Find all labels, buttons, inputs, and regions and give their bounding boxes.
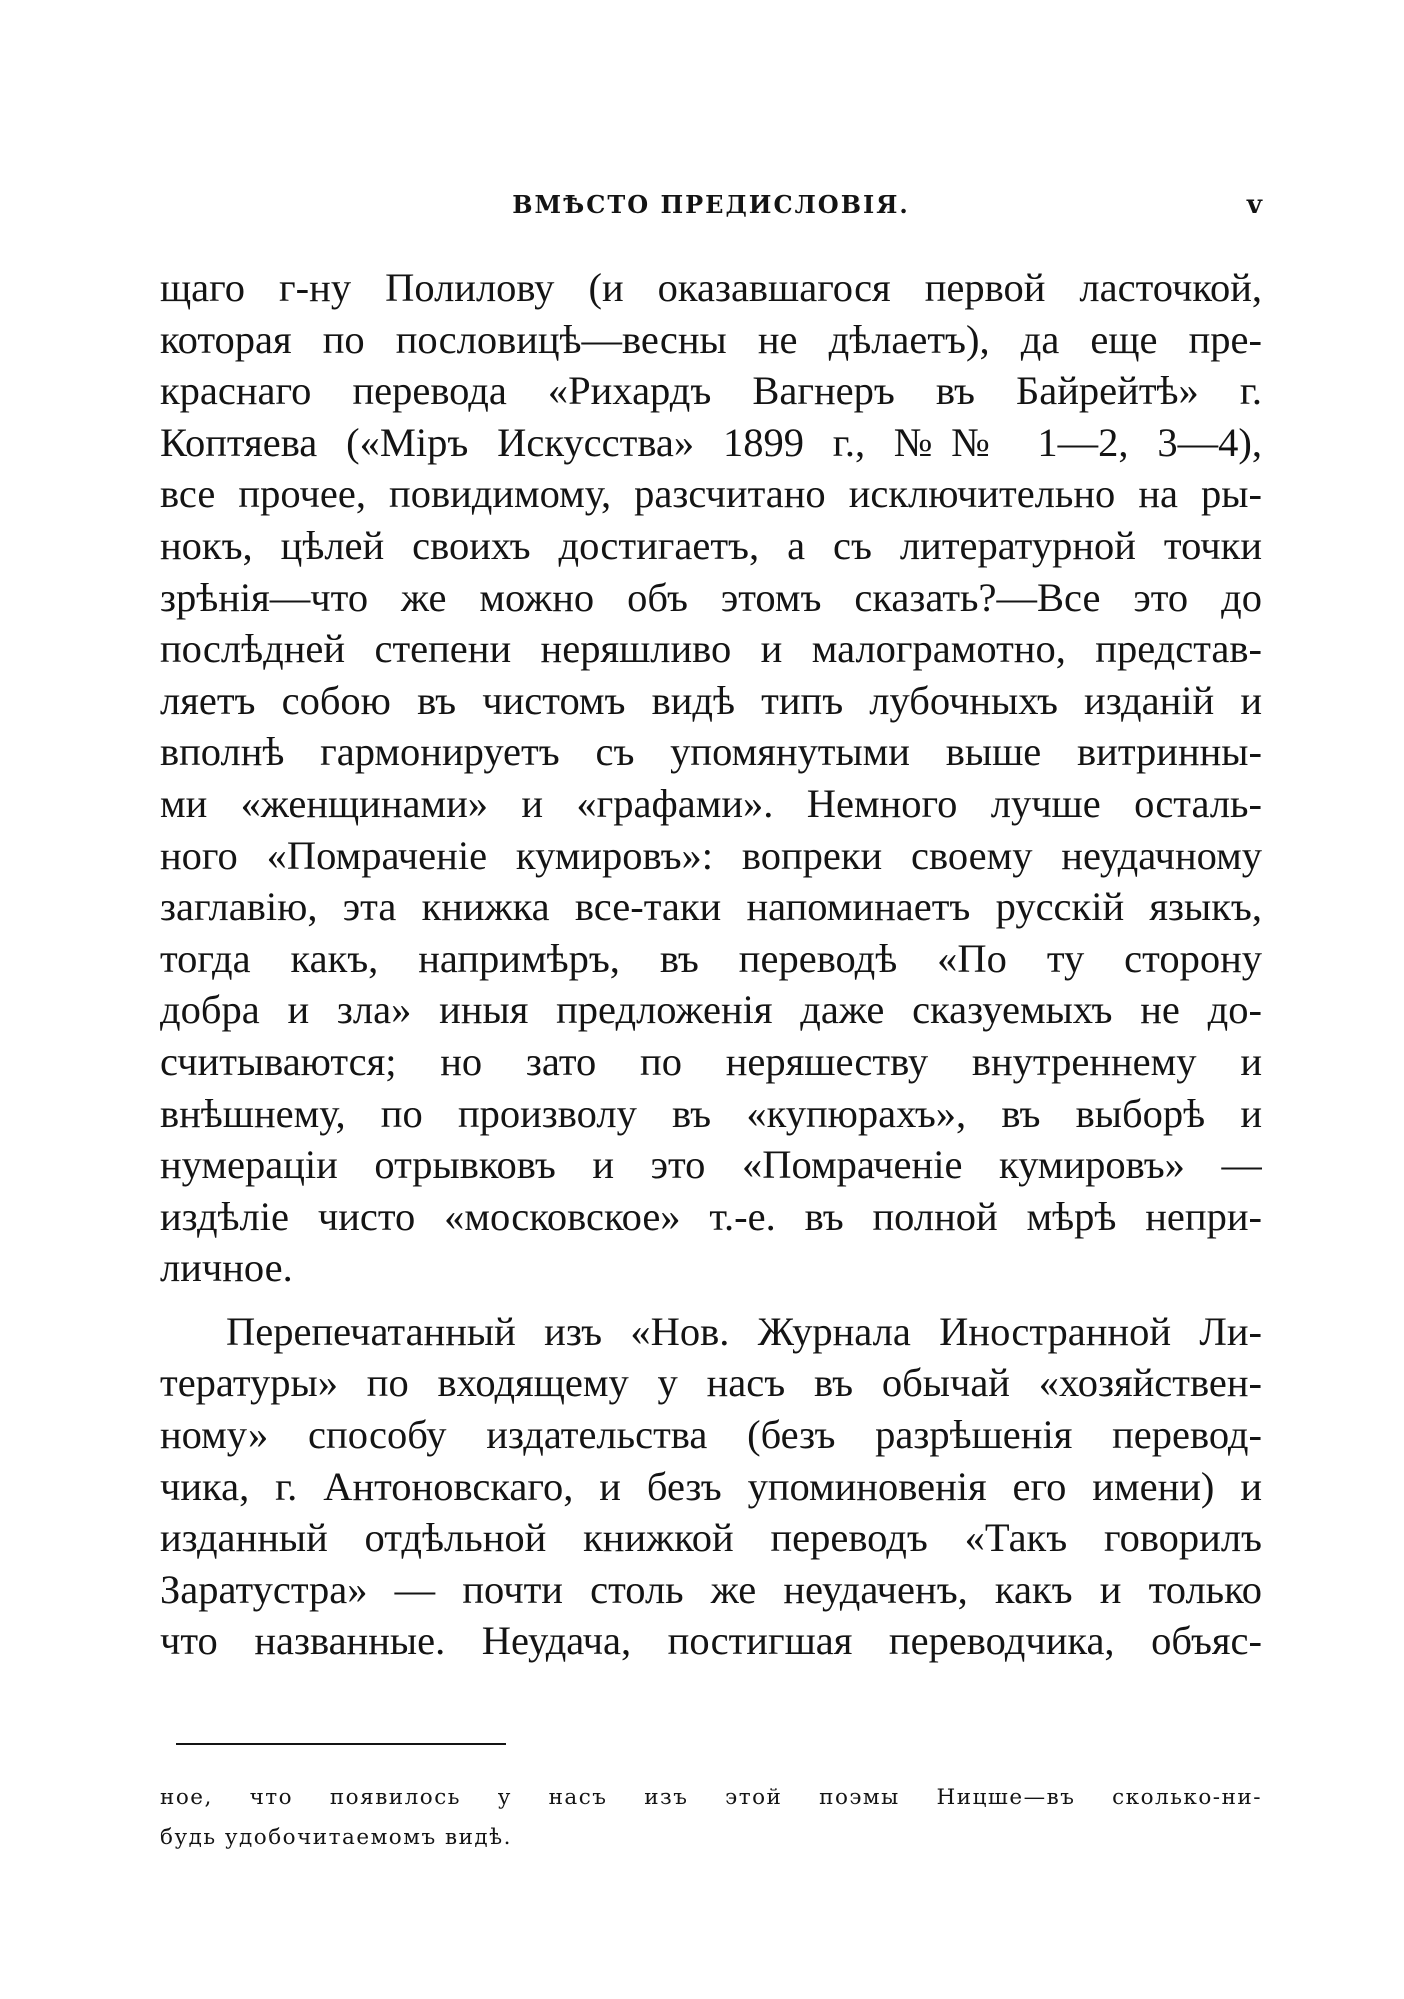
text-line: личное. bbox=[160, 1245, 293, 1291]
text-line: Перепечатанный изъ «Нов. Журнала Иностранной Ли- bbox=[226, 1308, 1262, 1354]
footnote-line: будь удобочитаемомъ видѣ. bbox=[160, 1825, 512, 1850]
text-line: ляетъ собою въ чистомъ видѣ типъ лубочныхъ изданій и bbox=[160, 677, 1262, 723]
text-line: щаго г-ну Полилову (и оказавшагося первой ласточкой, bbox=[160, 265, 1262, 310]
text-line: Коптяева («Міръ Искусства» 1899 г., №№ 1—2, 3—4), bbox=[160, 419, 1262, 465]
text-line: все прочее, повидимому, разсчитано исключительно на ры- bbox=[160, 471, 1262, 517]
text-line: считываются; но зато по неряшеству внутреннему и bbox=[160, 1038, 1262, 1084]
text-line: вполнѣ гармонируетъ съ упомянутыми выше витринны- bbox=[160, 729, 1262, 775]
body-text bbox=[160, 262, 1262, 1667]
running-head bbox=[160, 185, 1262, 225]
text-line: нокъ, цѣлей своихъ достигаетъ, а съ литературной точки bbox=[160, 522, 1262, 568]
footnote bbox=[160, 1778, 1262, 1858]
text-line: тогда какъ, напримѣръ, въ переводѣ «По ту сторону bbox=[160, 935, 1262, 981]
text-line: заглавію, эта книжка все-таки напоминаетъ русскій языкъ, bbox=[160, 884, 1262, 930]
text-line: ного «Помраченіе кумировъ»: вопреки своему неудачному bbox=[160, 832, 1262, 878]
text-line: зрѣнія—что же можно объ этомъ сказать?—Все это до bbox=[160, 574, 1262, 620]
text-line: ми «женщинами» и «графами». Немного лучше осталь- bbox=[160, 780, 1262, 826]
text-line: издѣліе чисто «московское» т.-е. въ полной мѣрѣ непри- bbox=[160, 1193, 1262, 1239]
running-title: ВМѢСТО ПРЕДИСЛОВІЯ. bbox=[512, 190, 910, 219]
text-line: нумераціи отрывковъ и это «Помраченіе кумировъ» — bbox=[160, 1142, 1262, 1188]
footnote-line: ное, что появилось у насъ изъ этой поэмы Ницше—въ сколько-ни- bbox=[160, 1785, 1262, 1810]
text-line: послѣдней степени неряшливо и малограмотно, представ- bbox=[160, 626, 1262, 672]
text-line: что названные. Неудача, постигшая переводчика, объяс- bbox=[160, 1618, 1262, 1664]
paragraph-gap bbox=[160, 1294, 1262, 1306]
text-line: изданный отдѣльной книжкой переводъ «Такъ говорилъ bbox=[160, 1515, 1262, 1561]
page-number: v bbox=[1246, 190, 1262, 220]
text-line: чика, г. Антоновскаго, и безъ упоминовенія его имени) и bbox=[160, 1463, 1262, 1509]
text-line: Заратустра» — почти столь же неудаченъ, какъ и только bbox=[160, 1566, 1262, 1612]
text-line: ному» способу издательства (безъ разрѣшенія перевод- bbox=[160, 1412, 1262, 1458]
paragraph-1 bbox=[160, 262, 1262, 1294]
text-line: краснаго перевода «Рихардъ Вагнеръ въ Байрейтѣ» г. bbox=[160, 368, 1262, 414]
text-line: которая по пословицѣ—весны не дѣлаетъ), да еще пре- bbox=[160, 316, 1262, 362]
text-line: тературы» по входящему у насъ въ обычай «хозяйствен- bbox=[160, 1360, 1262, 1406]
text-line: внѣшнему, по произволу въ «купюрахъ», въ выборѣ и bbox=[160, 1090, 1262, 1136]
footnote-rule bbox=[176, 1743, 506, 1745]
text-line: добра и зла» иныя предложенія даже сказуемыхъ не до- bbox=[160, 987, 1262, 1033]
paragraph-2 bbox=[160, 1306, 1262, 1667]
